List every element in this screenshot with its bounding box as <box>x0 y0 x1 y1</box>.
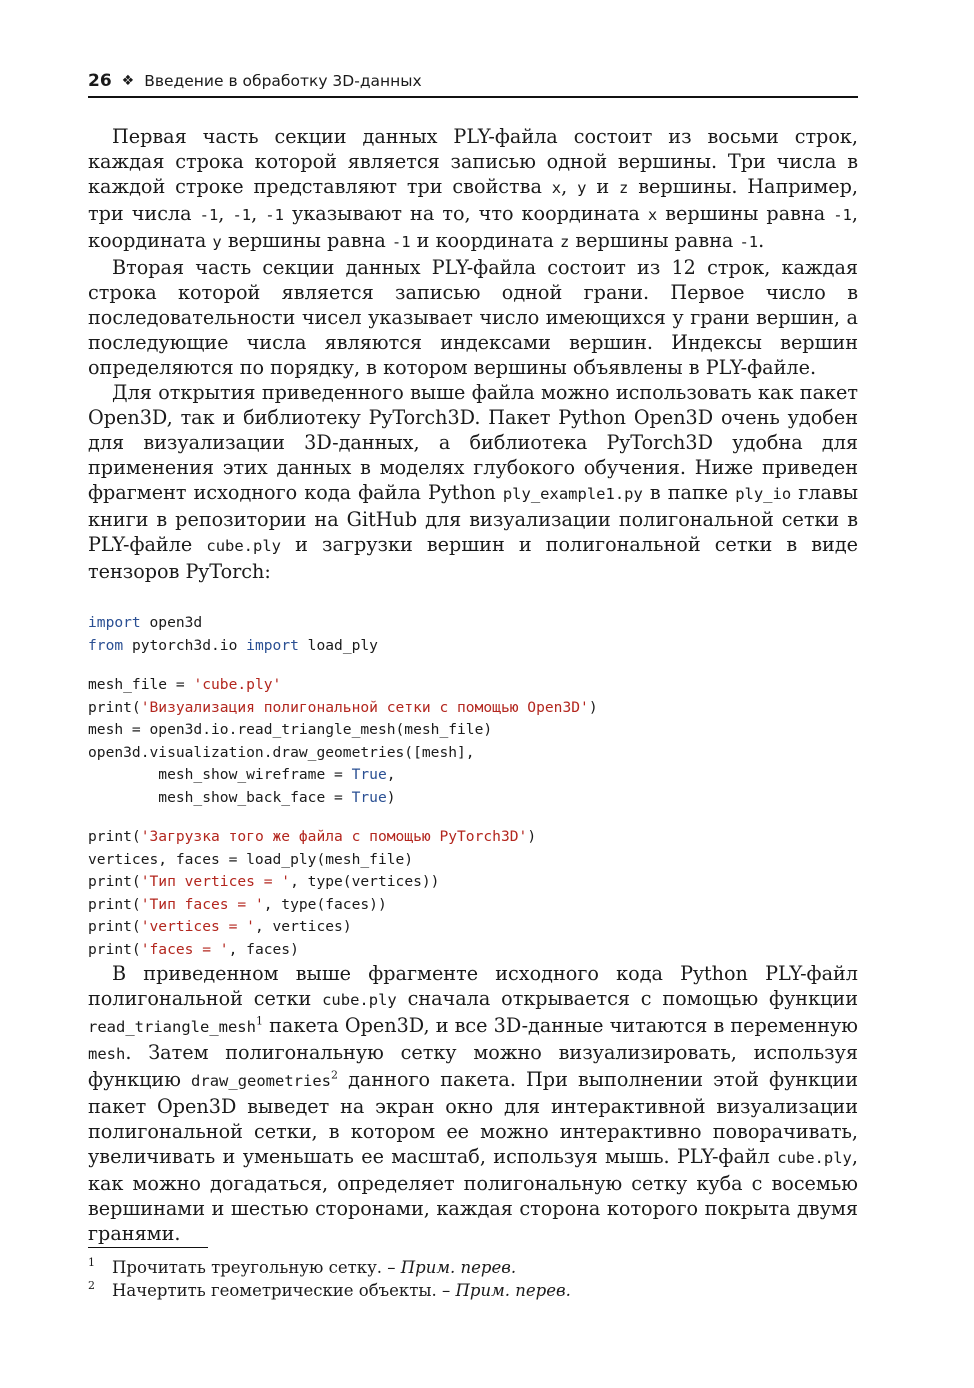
code-blank-line <box>88 809 858 826</box>
running-header <box>88 66 858 98</box>
code-text: ) <box>386 788 396 806</box>
text: , координата <box>88 202 858 252</box>
paragraph-2: Вторая часть секции данных PLY-файла состоит из 12 строк, каждая строка которой является записью одной грани. Первое число в последовательности чисел указывает число имеющихся у грани вершин, а последующие числа являются индексами вершин. Индексы вершин определяются по порядку, в котором вершины объявлены в PLY-файле. <box>88 256 858 379</box>
inline-code: mesh <box>88 1045 126 1063</box>
inline-code: draw_geometries <box>191 1072 332 1090</box>
text: пакета Open3D, и все 3D-данные читаются в переменную <box>262 1014 858 1037</box>
code-text: , <box>386 766 396 783</box>
code-keyword: from <box>88 636 124 654</box>
text: вершины. Например, три числа <box>88 175 858 225</box>
text: . Затем полигональную сетку можно визуализировать, используя функцию <box>88 1041 858 1091</box>
code-blank-line <box>88 657 858 674</box>
ornament-icon: ❖ <box>121 73 135 89</box>
text: главы книги в репозитории на GitHub для визуализации полигональной сетки в PLY-файле <box>88 481 859 556</box>
inline-code: -1 <box>739 233 759 251</box>
inline-code: z <box>559 233 570 251</box>
text: , как можно догадаться, определяет полигональную сетку куба с восемью вершинами и шестью сторонами, каждая сторона которого покрыта двумя гранями. <box>88 1145 858 1245</box>
text: вершины равна <box>569 229 740 252</box>
text: данного пакета. При выполнении этой функции пакет Open3D выведет на экран окно для интерактивной визуализации полигональной сетки, в котором ее можно интерактивно поворачивать, увеличивать и уменьшать ее масштаб, используя мышь. PLY-файл <box>88 1068 858 1168</box>
code-line <box>88 787 858 810</box>
inline-code: -1 <box>232 206 252 224</box>
text: и <box>586 175 619 198</box>
code-text: mesh_show_back_face = <box>88 788 352 806</box>
code-text: vertices, faces = load_ply(mesh_file) <box>88 850 414 868</box>
code-line <box>88 742 858 765</box>
footnote-divider <box>88 1247 208 1248</box>
translator-note: Прим. перев. <box>400 1258 517 1277</box>
code-text: ) <box>527 828 537 845</box>
text: в папке <box>642 481 736 504</box>
inline-code: x <box>647 206 658 224</box>
paragraph-3 <box>88 380 858 584</box>
code-string: 'vertices = ' <box>140 918 255 935</box>
inline-code: y <box>212 233 222 251</box>
code-string: 'Тип vertices = ' <box>140 873 291 890</box>
inline-code: x <box>551 179 562 197</box>
inline-code: cube.ply <box>322 991 397 1009</box>
code-line <box>88 894 858 917</box>
code-line <box>88 635 858 658</box>
footnote-1 <box>88 1256 858 1279</box>
inline-code: -1 <box>391 233 411 251</box>
inline-code: -1 <box>833 206 852 224</box>
text: указывают на то, что координата <box>283 202 648 225</box>
code-text: print( <box>88 918 141 935</box>
code-string: 'Тип faces = ' <box>140 895 264 913</box>
code-line <box>88 764 858 787</box>
code-line <box>88 826 858 849</box>
footnote-ref[interactable]: 2 <box>331 1068 339 1082</box>
text: , <box>561 175 578 198</box>
code-keyword: import <box>88 614 141 631</box>
footnote-ref[interactable]: 1 <box>255 1014 263 1028</box>
code-text: pytorch3d.io <box>123 636 247 654</box>
code-text: open3d <box>140 614 203 631</box>
page-number: 26 <box>88 71 112 91</box>
page <box>88 66 858 1246</box>
text: В приведенном выше фрагменте исходного кода Python PLY-файл полигональной сетки <box>88 962 858 1010</box>
translator-note: Прим. перев. <box>455 1281 571 1300</box>
code-line <box>88 719 858 742</box>
text: , <box>218 202 233 225</box>
text: Для открытия приведенного выше файла можно использовать как пакет Open3D, так и библиотеку PyTorch3D. Пакет Python Open3D очень удобен для визуализации 3D-данных, а библиотека PyTorch3D удобна для применения этих данных в моделях глубокого обучения. Ниже приведен фрагмент исходного кода файла Python <box>88 381 858 504</box>
code-string: 'faces = ' <box>140 940 229 958</box>
text: сначала открывается с помощью функции <box>396 987 858 1010</box>
inline-code: -1 <box>199 206 219 224</box>
code-text: ) <box>588 698 598 716</box>
inline-code: z <box>618 179 629 197</box>
inline-code: ply_io <box>735 485 792 503</box>
text: , <box>251 202 266 225</box>
code-text: mesh_show_wireframe = <box>88 766 352 783</box>
text: Первая часть секции данных PLY-файла состоит из восьми строк, каждая строка которой является записью одной вершины. Три числа в каждой строке представляют три свойства <box>88 125 858 198</box>
footnote-number: 1 <box>88 1256 95 1269</box>
footnote-text: Прочитать треугольную сетку. – <box>112 1258 401 1277</box>
code-line <box>88 697 858 720</box>
inline-code: y <box>577 179 587 197</box>
code-text: print( <box>88 873 141 890</box>
body-text <box>88 124 858 1246</box>
text: и координата <box>410 229 560 252</box>
code-string: 'Визуализация полигональной сетки с помощью Open3D' <box>140 698 589 716</box>
code-string: 'cube.ply' <box>193 676 282 693</box>
code-text: print( <box>88 698 141 716</box>
code-string: 'Загрузка того же файла с помощью PyTorch3D' <box>140 828 528 845</box>
text: вершины равна <box>657 202 834 225</box>
code-text: , faces) <box>228 940 299 958</box>
footnote-text: Начертить геометрические объекты. – <box>112 1281 456 1300</box>
text: и загрузки вершин и полигональной сетки в виде тензоров PyTorch: <box>88 533 858 583</box>
code-line <box>88 849 858 872</box>
code-text: mesh = open3d.io.read_triangle_mesh(mesh_file) <box>88 721 493 738</box>
code-line <box>88 612 858 635</box>
code-text: , type(vertices)) <box>290 873 440 890</box>
code-keyword: True <box>351 766 387 783</box>
inline-code: -1 <box>265 206 284 224</box>
inline-code: cube.ply <box>206 537 282 555</box>
footnotes <box>88 1256 858 1302</box>
code-line <box>88 674 858 697</box>
paragraph-1 <box>88 124 858 255</box>
footnote-number: 2 <box>88 1279 95 1292</box>
code-line <box>88 916 858 939</box>
text: . <box>758 229 765 252</box>
code-listing <box>88 612 858 961</box>
inline-code: cube.ply <box>777 1149 852 1167</box>
text: вершины равна <box>221 229 392 252</box>
paragraph-4 <box>88 961 858 1246</box>
code-text: print( <box>88 940 141 958</box>
code-text: print( <box>88 895 141 913</box>
code-text: print( <box>88 828 141 845</box>
code-keyword: True <box>351 788 387 806</box>
inline-code: ply_example1.py <box>502 485 643 503</box>
chapter-title: Введение в обработку 3D-данных <box>144 72 422 90</box>
code-text: mesh_file = <box>88 676 194 693</box>
code-line <box>88 939 858 962</box>
code-keyword: import <box>246 636 299 654</box>
code-text: , type(faces)) <box>263 895 387 913</box>
code-text: open3d.visualization.draw_geometries([mesh], <box>88 743 475 761</box>
inline-code: read_triangle_mesh <box>88 1018 256 1036</box>
code-line <box>88 871 858 894</box>
code-text: , vertices) <box>254 918 352 935</box>
footnote-2 <box>88 1279 858 1302</box>
code-text: load_ply <box>298 636 378 654</box>
